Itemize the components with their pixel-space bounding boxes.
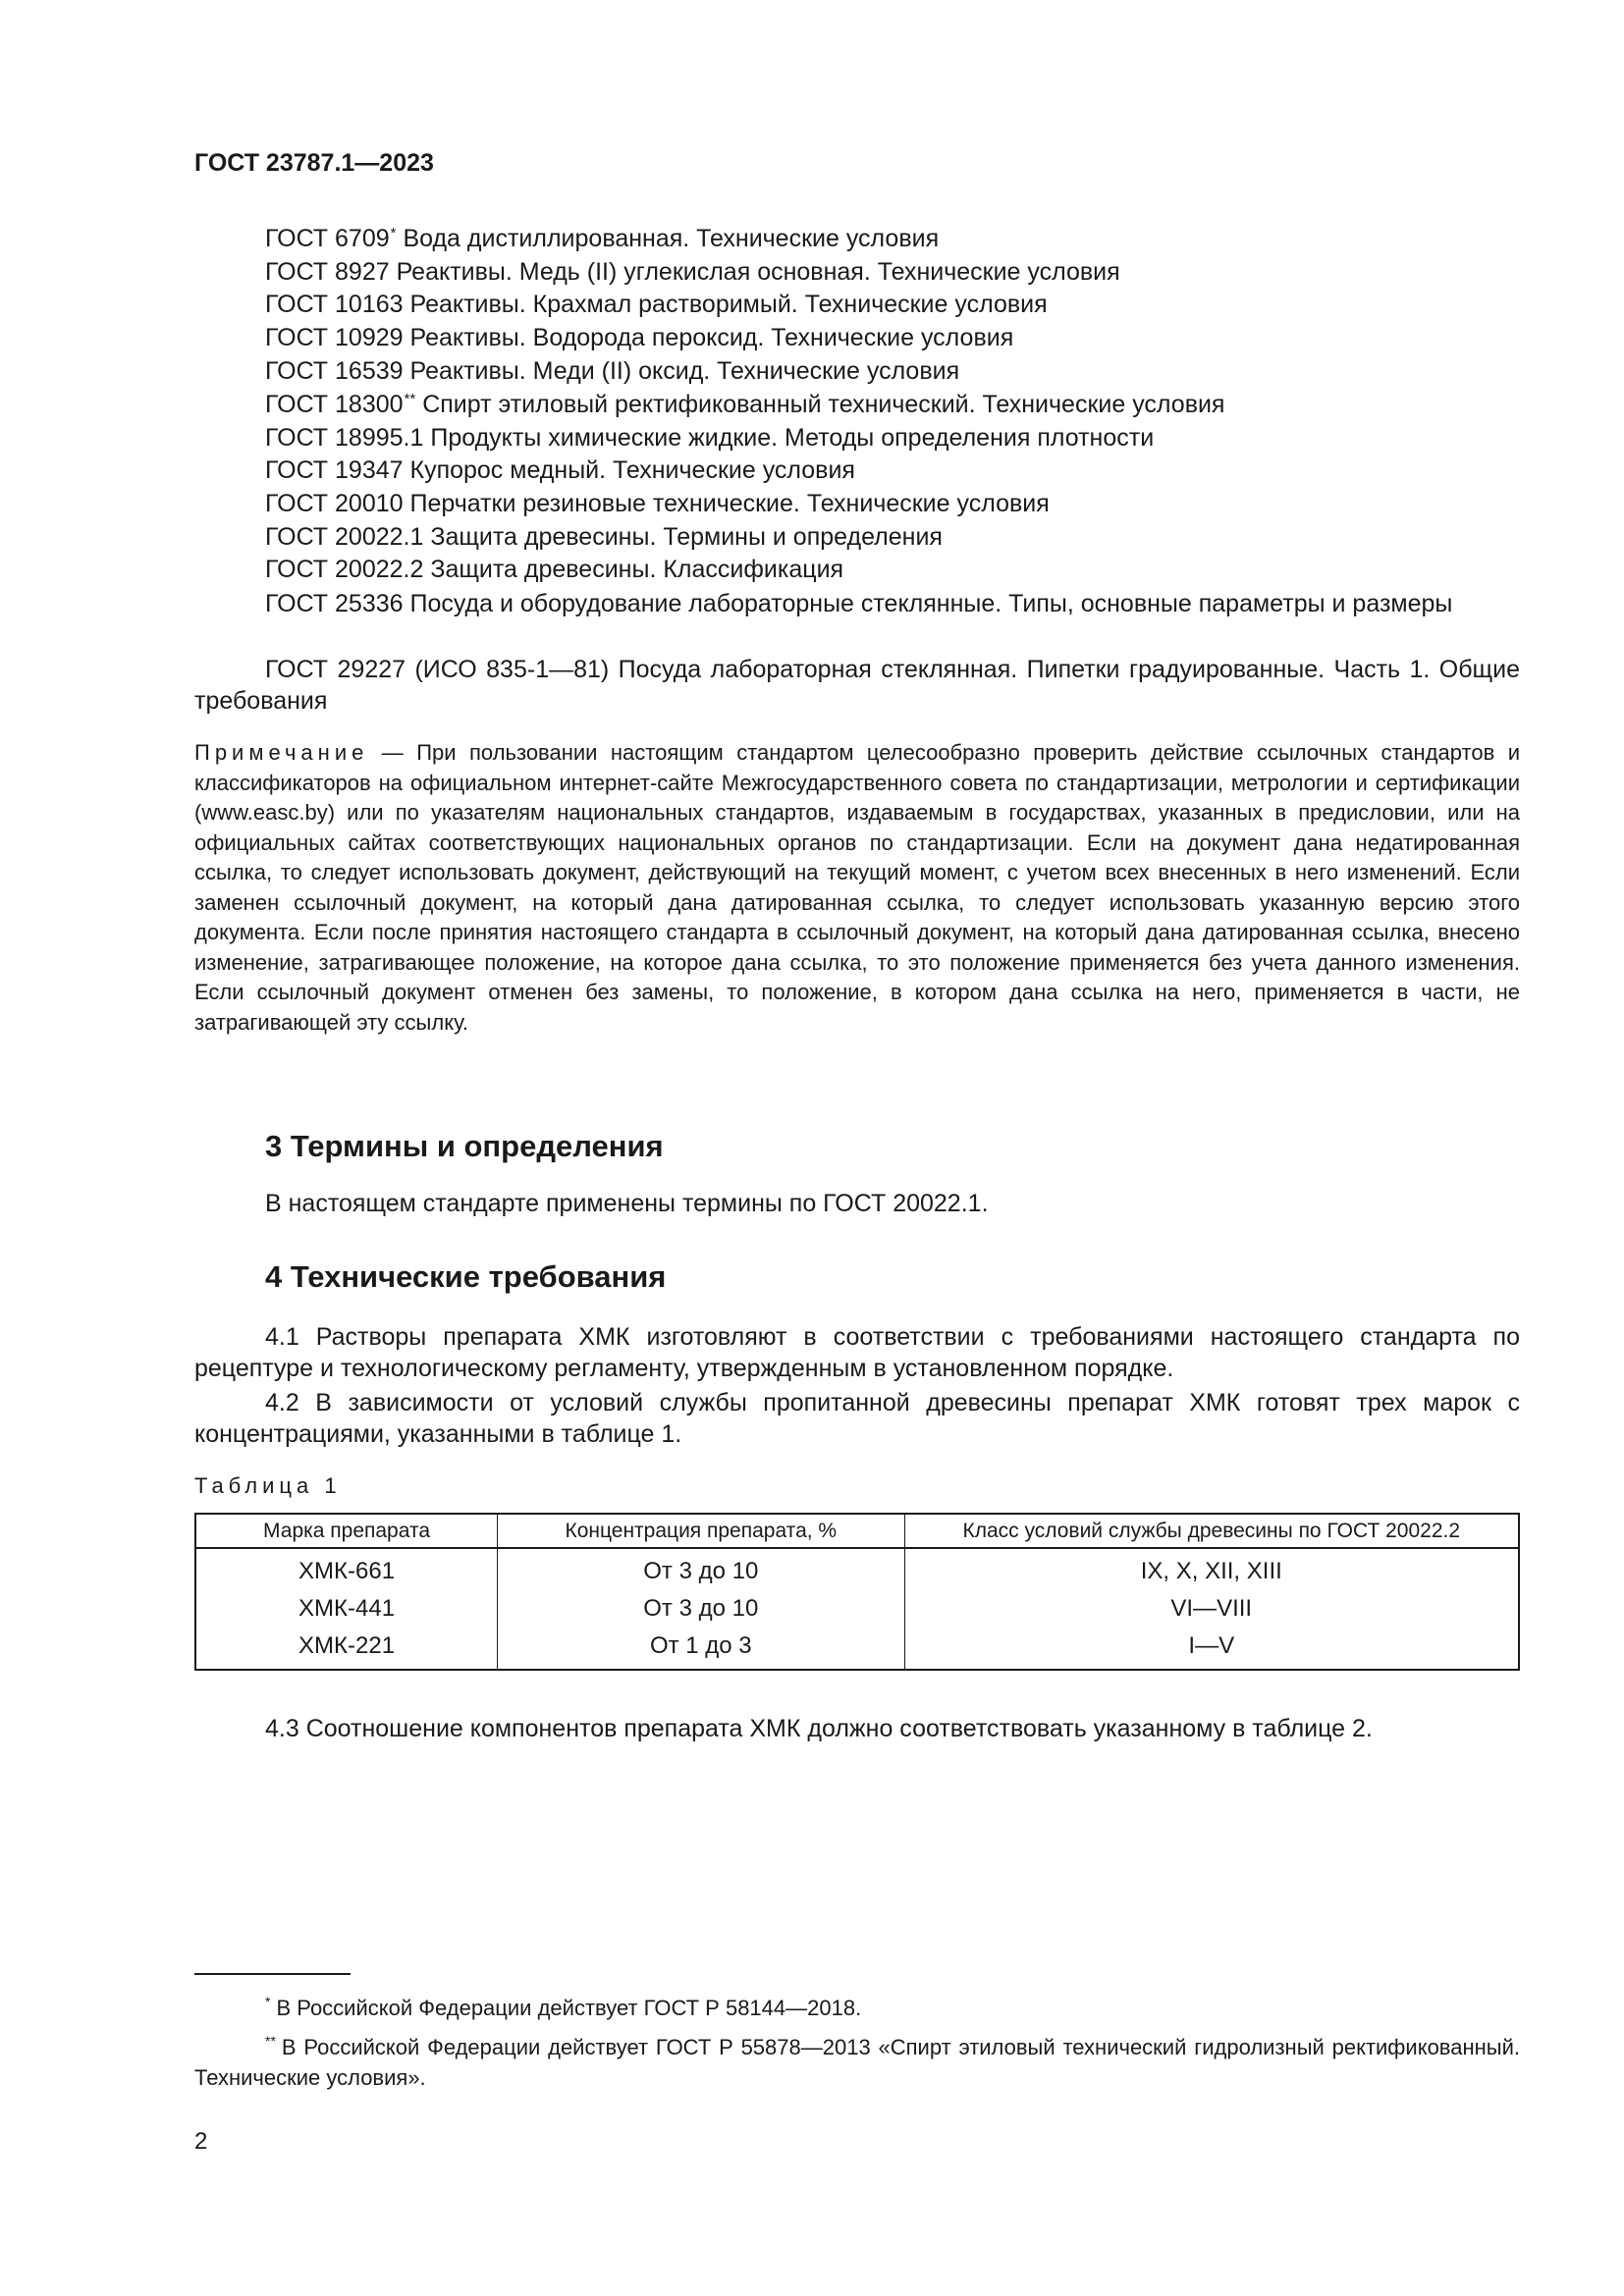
table-header-cell: Марка препарата	[195, 1514, 498, 1548]
table-header-cell: Концентрация препарата, %	[498, 1514, 904, 1548]
note-label: Примечание	[194, 740, 369, 765]
section-3-heading: 3 Термины и определения	[265, 1129, 664, 1163]
paragraph-4-1: 4.1 Растворы препарата ХМК изготовляют в соответствии с требованиями настоящего стандарта по рецептуре и технологическому регламенту, утвержденным в установленном порядке.	[194, 1323, 1520, 1382]
reference-item: ГОСТ 20010 Перчатки резиновые технические. Технические условия	[265, 490, 1050, 517]
table-row	[195, 1628, 1519, 1670]
reference-item: ГОСТ 10163 Реактивы. Крахмал растворимый. Технические условия	[265, 291, 1048, 318]
table-1	[194, 1513, 1520, 1671]
reference-item: ГОСТ 6709* Вода дистиллированная. Технические условия	[265, 225, 940, 252]
footnote: * В Российской Федерации действует ГОСТ Р 58144—2018.	[265, 1994, 862, 2020]
reference-item: ГОСТ 20022.1 Защита древесины. Термины и определения	[265, 523, 943, 551]
footnote-divider	[194, 1973, 351, 1975]
page-header: ГОСТ 23787.1—2023	[194, 149, 434, 177]
reference-item: ГОСТ 18300** Спирт этиловый ректификованный технический. Технические условия	[265, 391, 1225, 418]
reference-item-wrapped: ГОСТ 29227 (ИСО 835-1—81) Посуда лабораторная стеклянная. Пипетки градуированные. Часть 1. Общие требования	[194, 656, 1520, 715]
reference-item: ГОСТ 10929 Реактивы. Водорода пероксид. Технические условия	[265, 324, 1014, 351]
table-cell: От 1 до 3	[498, 1628, 904, 1670]
reference-item: ГОСТ 16539 Реактивы. Меди (II) оксид. Технические условия	[265, 357, 960, 385]
table-cell: VI—VIII	[904, 1590, 1519, 1628]
table-cell: IX, X, XII, XIII	[904, 1548, 1519, 1590]
reference-item: ГОСТ 19347 Купорос медный. Технические условия	[265, 456, 855, 484]
reference-item: ГОСТ 20022.2 Защита древесины. Классификация	[265, 556, 844, 583]
note-block	[194, 738, 1520, 1038]
table-cell: ХМК-441	[195, 1590, 498, 1628]
table-row	[195, 1548, 1519, 1590]
table-header-row	[195, 1514, 1519, 1548]
table-row	[195, 1590, 1519, 1628]
paragraph-4-2: 4.2 В зависимости от условий службы пропитанной древесины препарат ХМК готовят трех марок с концентрациями, указанными в таблице 1.	[194, 1389, 1520, 1448]
table-cell: От 3 до 10	[498, 1548, 904, 1590]
table-cell: I—V	[904, 1628, 1519, 1670]
footnote: ** В Российской Федерации действует ГОСТ Р 55878—2013 «Спирт этиловый технический гидролизный ректификованный. Технические условия».	[194, 2033, 1520, 2090]
page-number: 2	[194, 2128, 208, 2155]
table-cell: ХМК-221	[195, 1628, 498, 1670]
reference-item: ГОСТ 8927 Реактивы. Медь (II) углекислая основная. Технические условия	[265, 258, 1120, 286]
paragraph-4-3: 4.3 Соотношение компонентов препарата ХМК должно соответствовать указанному в таблице 2.	[265, 1715, 1373, 1742]
section-4-heading: 4 Технические требования	[265, 1259, 667, 1294]
reference-item-wrapped: ГОСТ 25336 Посуда и оборудование лабораторные стеклянные. Типы, основные параметры и размеры	[265, 590, 1453, 617]
table-cell: От 3 до 10	[498, 1590, 904, 1628]
table-caption: Таблица 1	[194, 1473, 342, 1498]
section-3-text: В настоящем стандарте применены термины по ГОСТ 20022.1.	[265, 1190, 989, 1217]
note-text: — При пользовании настоящим стандартом целесообразно проверить действие ссылочных стандартов и классификаторов на официальном интернет-сайте Межгосударственного совета по стандартизации, метрологии и сертификации (www.easc.by) или по указателям национальных стандартов, издаваемым в государствах, указанных в предисловии, или на официальных сайтах соответствующих национальных органов по стандартизации. Если на документ дана недатированная ссылка, то следует использовать документ, действующий на текущий момент, с учетом всех внесенных в него изменений. Если заменен ссылочный документ, на который дана датированная ссылка, то следует использовать указанную версию этого документа. Если после принятия настоящего стандарта в ссылочный документ, на который дана датированная ссылка, внесено изменение, затрагивающее положение, на которое дана ссылка, то это положение применяется без учета данного изменения. Если ссылочный документ отменен без замены, то положение, в котором дана ссылка на него, применяется в части, не затрагивающей эту ссылку.	[194, 740, 1520, 1035]
reference-item: ГОСТ 18995.1 Продукты химические жидкие. Методы определения плотности	[265, 424, 1155, 452]
table-cell: ХМК-661	[195, 1548, 498, 1590]
table-header-cell: Класс условий службы древесины по ГОСТ 20022.2	[904, 1514, 1519, 1548]
